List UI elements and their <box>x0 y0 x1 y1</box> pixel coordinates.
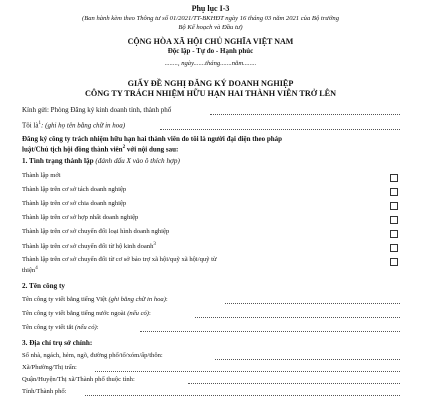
address-district-label: Quận/Huyện/Thị xã/Thành phố thuộc tỉnh: <box>22 376 135 383</box>
status-option-label: Thành lập trên cơ sở tách doanh nghiệp <box>22 186 127 193</box>
address-district-fill-line[interactable] <box>188 383 400 384</box>
company-name-foreign-label: Tên công ty viết bằng tiếng nước ngoài (nếu có): <box>22 310 151 317</box>
document-title-line1: GIẤY ĐỀ NGHỊ ĐĂNG KÝ DOANH NGHIỆP <box>127 79 294 88</box>
company-name-vi-label: Tên công ty viết bằng tiếng Việt (ghi bằng chữ in hoa): <box>22 296 168 303</box>
declaration-line1: Đăng ký công ty trách nhiệm hữu hạn hai thành viên do tôi là người đại diện theo pháp <box>22 135 283 143</box>
address-ward-label: Xã/Phường/Thị trấn: <box>22 364 77 371</box>
address-ward-fill-line[interactable] <box>95 371 400 372</box>
address-street-fill-line[interactable] <box>215 359 400 360</box>
address-province-label: Tỉnh/Thành phố: <box>22 388 67 395</box>
republic-heading: CỘNG HÒA XÃ HỘI CHỦ NGHĨA VIỆT NAM <box>127 37 294 46</box>
status-option-label: Thành lập trên cơ sở chuyển đổi từ cơ sở bảo trợ xã hội/quỹ xã hội/quỹ từ <box>22 256 217 263</box>
status-checkbox[interactable] <box>390 202 398 210</box>
status-checkbox[interactable] <box>390 188 398 196</box>
status-checkbox[interactable] <box>390 216 398 224</box>
document-title-line2: CÔNG TY TRÁCH NHIỆM HỮU HẠN HAI THÀNH VIÊN TRỞ LÊN <box>84 89 337 98</box>
status-option-label-cont: thiện$^4$ <box>22 266 38 275</box>
name-fill-line[interactable] <box>160 129 400 130</box>
company-name-foreign-fill-line[interactable] <box>195 317 400 318</box>
company-name-vi-fill-line[interactable] <box>225 303 400 304</box>
status-option-label: Thành lập trên cơ sở chuyển đổi loại hình doanh nghiệp <box>22 228 170 235</box>
declaration-line2: luật/Chủ tịch hội đồng thành viên$^2$ với nội dung sau: <box>22 145 179 154</box>
section3-title: 3. Địa chỉ trụ sở chính: <box>22 339 93 347</box>
date-line: ........, ngày.......tháng.......năm........ <box>164 60 257 67</box>
recipient-fill-line[interactable] <box>210 114 400 115</box>
address-street-label: Số nhà, ngách, hẻm, ngõ, đường phố/tổ/xóm/ấp/thôn: <box>22 352 163 359</box>
section2-title: 2. Tên công ty <box>22 282 65 290</box>
status-option-label: Thành lập trên cơ sở chuyển đổi từ hộ kinh doanh$^3$ <box>22 242 156 251</box>
status-checkbox[interactable] <box>390 230 398 238</box>
status-option-label: Thành lập trên cơ sở chia doanh nghiệp <box>22 200 127 207</box>
status-checkbox[interactable] <box>390 174 398 182</box>
name-field-label: Tôi $là^1$: (ghi họ tên bằng chữ in hoa) <box>22 121 126 130</box>
company-name-abbr-label: Tên công ty viết tắt (nếu có): <box>22 324 99 331</box>
address-province-fill-line[interactable] <box>85 395 400 396</box>
recipient-label: Kính gửi: Phòng Đăng ký kinh doanh tỉnh, thành phố <box>22 106 172 114</box>
status-checkbox[interactable] <box>390 244 398 252</box>
company-name-abbr-fill-line[interactable] <box>140 331 400 332</box>
motto: Độc lập - Tự do - Hạnh phúc <box>167 47 254 55</box>
status-checkbox[interactable] <box>390 258 398 266</box>
issued-note-line2: Bộ Kế hoạch và Đầu tư) <box>178 24 243 31</box>
appendix-label: Phụ lục I-3 <box>191 4 230 13</box>
status-option-label: Thành lập trên cơ sở hợp nhất doanh nghiệp <box>22 214 139 221</box>
section1-title: 1. Tình trạng thành lập (đánh dấu X vào ô thích hợp) <box>22 157 180 165</box>
status-option-label: Thành lập mới <box>22 172 61 179</box>
issued-note-line1: (Ban hành kèm theo Thông tư số 01/2021/TT-BKHĐT ngày 16 tháng 03 năm 2021 của Bộ trưởng <box>82 15 339 22</box>
